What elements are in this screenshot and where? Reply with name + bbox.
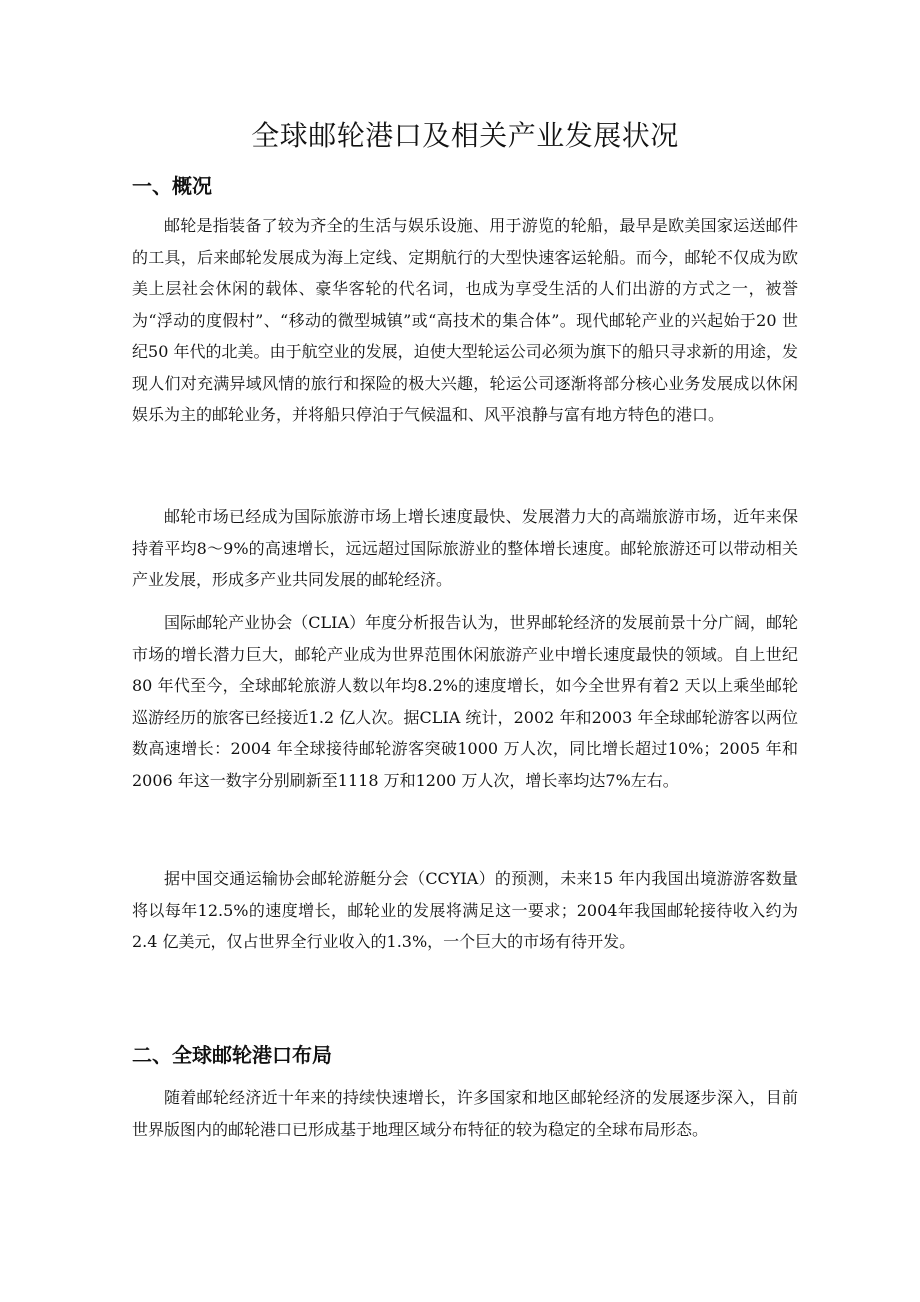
- overview-paragraph-1: 邮轮是指装备了较为齐全的生活与娱乐设施、用于游览的轮船，最早是欧美国家运送邮件的工具，后来邮轮发展成为海上定线、定期航行的大型快速客运轮船。而今，邮轮不仅成为欧美上层社会休闲的载体、豪华客轮的代名词，也成为享受生活的人们出游的方式之一，被誉为“浮动的度假村”、“移动的微型城镇”或“高技术的集合体”。现代邮轮产业的兴起始于20 世纪50 年代的北美。由于航空业的发展，迫使大型轮运公司必须为旗下的船只寻求新的用途，发现人们对充满异域风情的旅行和探险的极大兴趣，轮运公司逐渐将部分核心业务发展成以休闲娱乐为主的邮轮业务，并将船只停泊于气候温和、风平浪静与富有地方特色的港口。: [132, 216, 798, 424]
- section-heading-port-layout: 二、全球邮轮港口布局: [132, 1043, 332, 1067]
- section-heading-overview: 一、概况: [132, 174, 212, 198]
- port-layout-paragraph-1: 随着邮轮经济近十年来的持续快速增长，许多国家和地区邮轮经济的发展逐步深入，目前世界版图内的邮轮港口已形成基于地理区域分布特征的较为稳定的全球布局形态。: [132, 1088, 798, 1139]
- document-title: 全球邮轮港口及相关产业发展状况: [251, 119, 679, 152]
- overview-paragraph-4: 据中国交通运输协会邮轮游艇分会（CCYIA）的预测，未来15 年内我国出境游游客数量将以每年12.5%的速度增长，邮轮业的发展将满足这一要求；2004年我国邮轮接待收入约为2.4 亿美元，仅占世界全行业收入的1.3%，一个巨大的市场有待开发。: [132, 869, 798, 951]
- overview-paragraph-2: 邮轮市场已经成为国际旅游市场上增长速度最快、发展潜力大的高端旅游市场，近年来保持着平均8～9%的高速增长，远远超过国际旅游业的整体增长速度。邮轮旅游还可以带动相关产业发展，形成多产业共同发展的邮轮经济。: [132, 507, 798, 589]
- overview-paragraph-3: 国际邮轮产业协会（CLIA）年度分析报告认为，世界邮轮经济的发展前景十分广阔，邮轮市场的增长潜力巨大，邮轮产业成为世界范围休闲旅游产业中增长速度最快的领域。自上世纪80 年代至今，全球邮轮旅游人数以年均8.2%的速度增长，如今全世界有着2 天以上乘坐邮轮巡游经历的旅客已经接近1.2 亿人次。据CLIA 统计，2002 年和2003 年全球邮轮游客以两位数高速增长：2004 年全球接待邮轮游客突破1000 万人次，同比增长超过10%；2005 年和2006 年这一数字分别刷新至1118 万和1200 万人次，增长率均达7%左右。: [132, 613, 798, 790]
